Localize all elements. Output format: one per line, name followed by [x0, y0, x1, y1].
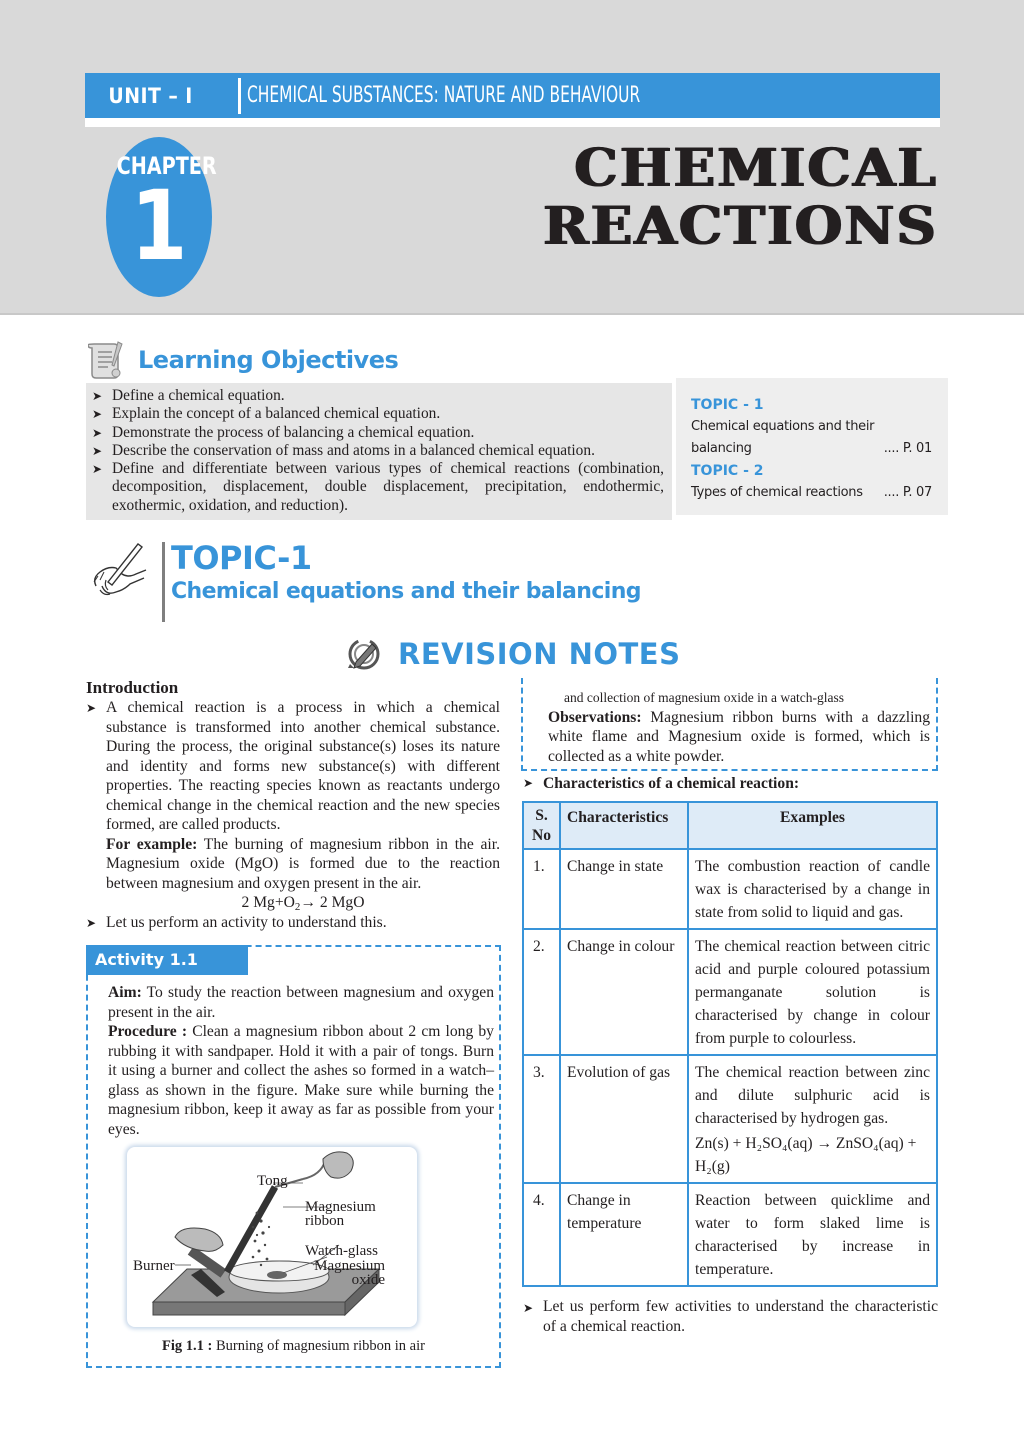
table-row: [523, 1183, 937, 1286]
example-label: For example:: [106, 835, 198, 853]
activity-prompt-bullet: ➤ Let us perform an activity to understand this.: [86, 913, 500, 934]
chapter-badge: [106, 137, 217, 297]
chapter-title-line2: REACTIONS: [543, 196, 938, 257]
unit-divider: [238, 78, 241, 114]
cell-characteristic: Change in colour: [560, 929, 688, 1055]
figure-label-oxide: Magnesium oxide: [314, 1258, 385, 1288]
table-row: [523, 1055, 937, 1183]
cell-sno: 2.: [523, 929, 560, 1055]
chapter-number: 1: [130, 170, 188, 282]
chapter-title-line1: CHEMICAL: [574, 138, 938, 199]
introduction-paragraph: A chemical reaction is a process in which a chemical substance is transformed into another chemical substance. During the process, the original substance(s) loses its nature and identity and forms new substance(s) with different properties. The reacting species known as reactants undergo chemical change in the chemical reaction and the new species formed, are called products.: [106, 699, 500, 833]
hand-writing-icon: [88, 538, 156, 608]
figure-label-ribbon: Magnesium ribbon: [305, 1199, 376, 1229]
cell-example: The combustion reaction of candle wax is characterised by a change in state from solid to liquid and gas.: [688, 849, 937, 929]
topic-number: TOPIC-1: [171, 539, 312, 577]
objective-item: ➤ Define a chemical equation.: [92, 387, 285, 404]
topic-index: [676, 378, 948, 515]
topic-heading: [88, 538, 641, 622]
chapter-word: CHAPTER: [116, 152, 217, 180]
cell-characteristic: Change in temperature: [560, 1183, 688, 1286]
toc-topic-1-title-cont[interactable]: balancing .... P. 01: [691, 438, 932, 460]
cell-sno: 3.: [523, 1055, 560, 1183]
unit-label: UNIT – I: [108, 83, 193, 108]
learning-objectives-title: Learning Objectives: [138, 346, 399, 374]
column-header-examples: Examples: [688, 802, 937, 849]
figure-label-burner: Burner: [133, 1258, 175, 1274]
activity-procedure: Procedure : Clean a magnesium ribbon about 2 cm long by rubbing it with sandpaper. Hold it with a pair of tongs. Burn it using a burner and collect the ashes so formed in a watch–glass as shown in the figure. Make sure while burning the magnesium ribbon, keep it away as far as possible from your eyes.: [108, 1023, 494, 1138]
introduction-section: [86, 678, 500, 933]
objective-item: ➤ Define and differentiate between various types of chemical reactions (combination, decomposition, displacement, double displacement, precipitation, endothermic, exothermic, oxidation, and reduction).: [92, 460, 664, 514]
activity-continued-body: [548, 688, 930, 766]
figure-caption-continued: and collection of magnesium oxide in a watch-glass: [564, 690, 845, 705]
figure-caption: Fig 1.1 : Burning of magnesium ribbon in air: [162, 1338, 425, 1354]
bullet-arrow-icon: ➤: [92, 443, 103, 458]
learning-objectives-heading: [88, 340, 398, 380]
learning-objectives-list: [86, 383, 672, 520]
scroll-quill-icon: [88, 340, 124, 380]
toc-topic-2-label[interactable]: TOPIC - 2: [691, 463, 764, 479]
objective-item: ➤ Demonstrate the process of balancing a chemical equation.: [92, 423, 475, 441]
magnesium-equation: 2 $Mg+O_2\to 2$ MgO: [241, 894, 365, 913]
unit-title: CHEMICAL SUBSTANCES: NATURE AND BEHAVIOUR: [247, 83, 641, 108]
introduction-bullet: [86, 698, 500, 835]
bullet-arrow-icon: ➤: [92, 407, 103, 422]
bullet-arrow-icon: ➤: [92, 462, 103, 477]
characteristics-heading: ➤ Characteristics of a chemical reaction:: [523, 775, 800, 792]
unit-bar-underline: [85, 118, 940, 127]
burning-magnesium-figure: [127, 1147, 417, 1327]
revision-notes-title: REVISION NOTES: [398, 637, 681, 671]
bullet-arrow-icon: ➤: [523, 776, 534, 790]
pencil-refresh-icon: [346, 636, 382, 672]
column-header-sno: S. No: [523, 802, 560, 849]
cell-sno: 4.: [523, 1183, 560, 1286]
introduction-title: Introduction: [86, 678, 179, 697]
zinc-sulphuric-equation: Zn(s) + H₂SO₄(aq) → ZnSO₄(aq) + H₂(g): [695, 1135, 917, 1175]
topic-subtitle: Chemical equations and their balancing: [171, 579, 641, 604]
revision-notes-heading: [346, 636, 680, 672]
column-header-characteristics: Characteristics: [560, 802, 688, 849]
cell-characteristic: Evolution of gas: [560, 1055, 688, 1183]
cell-example: The chemical reaction between citric acid and purple coloured potassium permanganate solution is characterised by change in colour from purple to colourless.: [688, 929, 937, 1055]
unit-bar: [85, 73, 940, 118]
cell-characteristic: Change in state: [560, 849, 688, 929]
toc-topic-1-page: .... P. 01: [883, 441, 932, 456]
activity-aim: Aim: To study the reaction between magnesium and oxygen present in the air.: [108, 984, 494, 1021]
bullet-arrow-icon: ➤: [86, 915, 97, 930]
cell-example: The chemical reaction between zinc and dilute sulphuric acid is characterised by hydrogen gas. Zn(s) + H₂SO₄(aq) → ZnSO₄(aq) + H₂(g): [688, 1055, 937, 1183]
example-paragraph: For example: The burning of magnesium ribbon in the air. Magnesium oxide (MgO) is formed due to the reaction between magnesium and oxygen present in the air.: [106, 835, 500, 892]
toc-topic-1-title[interactable]: Chemical equations and their: [691, 419, 875, 434]
objective-item: ➤ Explain the concept of a balanced chemical equation.: [92, 405, 441, 423]
objective-item: ➤ Describe the conservation of mass and atoms in a balanced chemical equation.: [92, 441, 595, 459]
chapter-title: [543, 140, 938, 256]
closing-bullet: ➤ Let us perform few activities to understand the characteristic of a chemical reaction.: [523, 1298, 938, 1335]
cell-sno: 1.: [523, 849, 560, 929]
figure-label-tong: Tong: [257, 1173, 288, 1189]
bullet-arrow-icon: ➤: [86, 701, 97, 715]
figure-label-watch-glass: Watch-glass: [305, 1243, 378, 1259]
table-row: [523, 929, 937, 1055]
toc-topic-2-page: .... P. 07: [883, 485, 932, 500]
topic-divider: [162, 542, 165, 622]
cell-example: Reaction between quicklime and water to form slaked lime is characterised by increase in temperature.: [688, 1183, 937, 1286]
activity-observations: Observations: Magnesium ribbon burns with a dazzling white flame and Magnesium oxide is formed, which is collected as a white powder.: [548, 708, 930, 765]
activity-tab: Activity 1.1: [86, 945, 248, 975]
bullet-arrow-icon: ➤: [523, 1301, 534, 1315]
activity-body: [108, 983, 494, 1139]
bullet-arrow-icon: ➤: [92, 389, 103, 403]
toc-topic-2-title[interactable]: Types of chemical reactions .... P. 07: [691, 482, 932, 504]
toc-topic-1-label[interactable]: TOPIC - 1: [691, 397, 764, 413]
table-header-row: [523, 802, 937, 849]
characteristics-table: [522, 801, 938, 1287]
bullet-arrow-icon: ➤: [92, 425, 103, 440]
table-row: [523, 849, 937, 929]
